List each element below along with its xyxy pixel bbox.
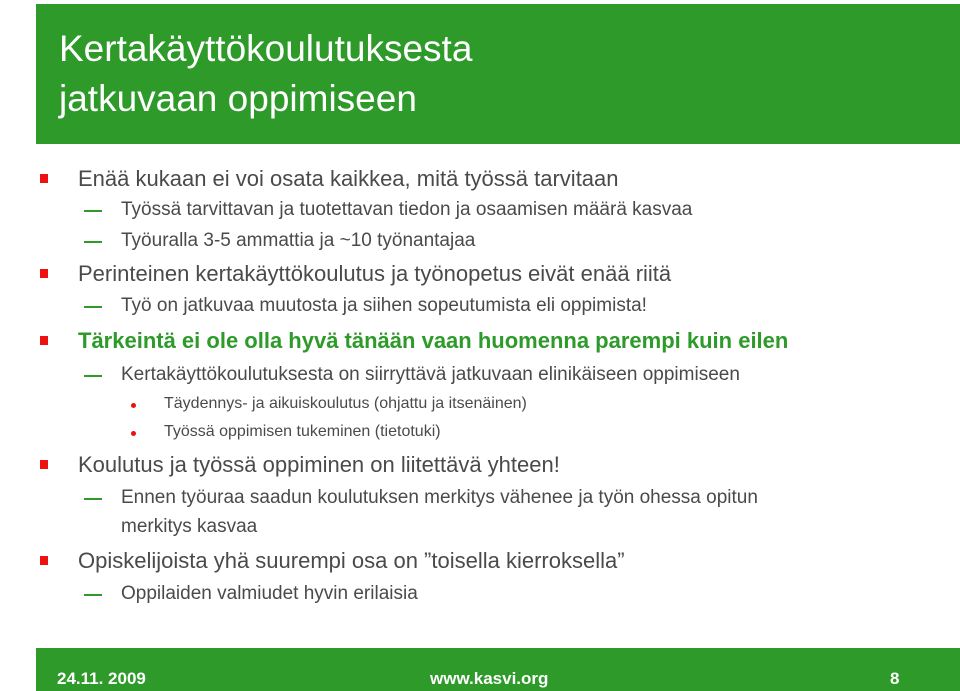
dash-bullet-icon bbox=[84, 594, 102, 596]
dash-bullet-icon bbox=[84, 306, 102, 308]
bullet-level1: Opiskelijoista yhä suurempi osa on ”toisella kierroksella” bbox=[78, 548, 625, 573]
slide-title bbox=[59, 24, 472, 124]
bullet-level2: Oppilaiden valmiudet hyvin erilaisia bbox=[121, 583, 418, 604]
bullet-level1-highlight: Tärkeintä ei ole olla hyvä tänään vaan huomenna parempi kuin eilen bbox=[78, 328, 789, 353]
bullet-level1: Perinteinen kertakäyttökoulutus ja työnopetus eivät enää riitä bbox=[78, 261, 672, 286]
bullet-level3: Työssä oppimisen tukeminen (tietotuki) bbox=[164, 423, 441, 440]
title-line-1: Kertakäyttökoulutuksesta bbox=[59, 28, 473, 69]
square-bullet-icon bbox=[40, 556, 48, 565]
dot-bullet-icon bbox=[131, 431, 136, 436]
dash-bullet-icon bbox=[84, 210, 102, 212]
bullet-level3: Täydennys- ja aikuiskoulutus (ohjattu ja itsenäinen) bbox=[164, 395, 527, 412]
square-bullet-icon bbox=[40, 336, 48, 345]
square-bullet-icon bbox=[40, 269, 48, 278]
dash-bullet-icon bbox=[84, 241, 102, 243]
title-line-2: jatkuvaan oppimiseen bbox=[59, 78, 417, 119]
dot-bullet-icon bbox=[131, 403, 136, 408]
page-number: 8 bbox=[890, 669, 900, 688]
bullet-level1: Enää kukaan ei voi osata kaikkea, mitä työssä tarvitaan bbox=[78, 166, 619, 191]
bullet-level2: Työ on jatkuvaa muutosta ja siihen sopeutumista eli oppimista! bbox=[121, 295, 647, 316]
footer-date: 24.11. 2009 bbox=[57, 669, 146, 688]
bullet-level2: Ennen työuraa saadun koulutuksen merkitys vähenee ja työn ohessa opitun bbox=[121, 487, 758, 508]
dash-bullet-icon bbox=[84, 498, 102, 500]
bullet-level1: Koulutus ja työssä oppiminen on liitettävä yhteen! bbox=[78, 452, 560, 477]
square-bullet-icon bbox=[40, 174, 48, 183]
footer-url: www.kasvi.org bbox=[430, 669, 549, 688]
bullet-level2: Kertakäyttökoulutuksesta on siirryttävä jatkuvaan elinikäiseen oppimiseen bbox=[121, 364, 740, 385]
dash-bullet-icon bbox=[84, 375, 102, 377]
square-bullet-icon bbox=[40, 460, 48, 469]
bullet-level2: Työssä tarvittavan ja tuotettavan tiedon ja osaamisen määrä kasvaa bbox=[121, 199, 693, 220]
bullet-level2: Työuralla 3-5 ammattia ja ~10 työnantajaa bbox=[121, 230, 476, 251]
bullet-level2-continuation: merkitys kasvaa bbox=[121, 516, 258, 537]
